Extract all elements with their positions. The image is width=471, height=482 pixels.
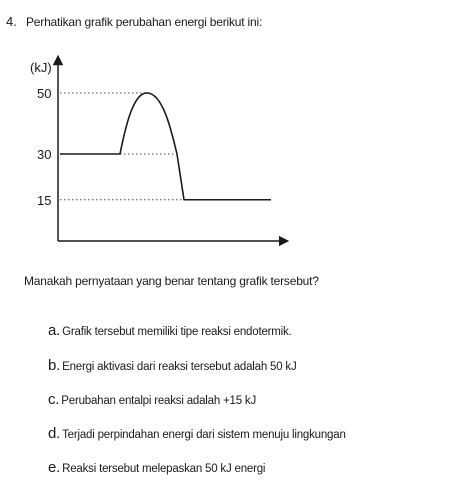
option-letter: b. — [48, 357, 61, 374]
question-number: 4. — [6, 14, 17, 29]
option-letter: e. — [48, 459, 61, 476]
answer-option[interactable] — [48, 459, 265, 476]
energy-profile-line — [60, 93, 271, 200]
option-text: Reaksi tersebut melepaskan 50 kJ energi — [62, 463, 266, 475]
option-text: Terjadi perpindahan energi dari sistem menuju lingkungan — [62, 429, 346, 441]
option-text: Perubahan entalpi reaksi adalah +15 kJ — [61, 395, 257, 407]
answer-option[interactable] — [48, 357, 297, 374]
option-text: Grafik tersebut memiliki tipe reaksi endotermik. — [62, 326, 292, 338]
y-tick-label: 50 — [37, 86, 52, 101]
answer-option[interactable] — [48, 322, 292, 339]
question-instruction: Perhatikan grafik perubahan energi berikut ini: — [26, 15, 263, 29]
option-letter: c. — [48, 391, 60, 408]
option-letter: a. — [48, 322, 61, 339]
y-tick-label: 15 — [37, 192, 52, 208]
answer-option[interactable] — [48, 391, 256, 408]
question-prompt: Manakah pernyataan yang benar tentang grafik tersebut? — [24, 274, 319, 288]
option-text: Energi aktivasi dari reaksi tersebut adalah 50 kJ — [62, 361, 297, 373]
y-axis-label: (kJ) — [30, 60, 52, 75]
y-tick-label: 30 — [37, 147, 52, 162]
option-letter: d. — [48, 425, 61, 442]
answer-option[interactable] — [48, 425, 346, 442]
